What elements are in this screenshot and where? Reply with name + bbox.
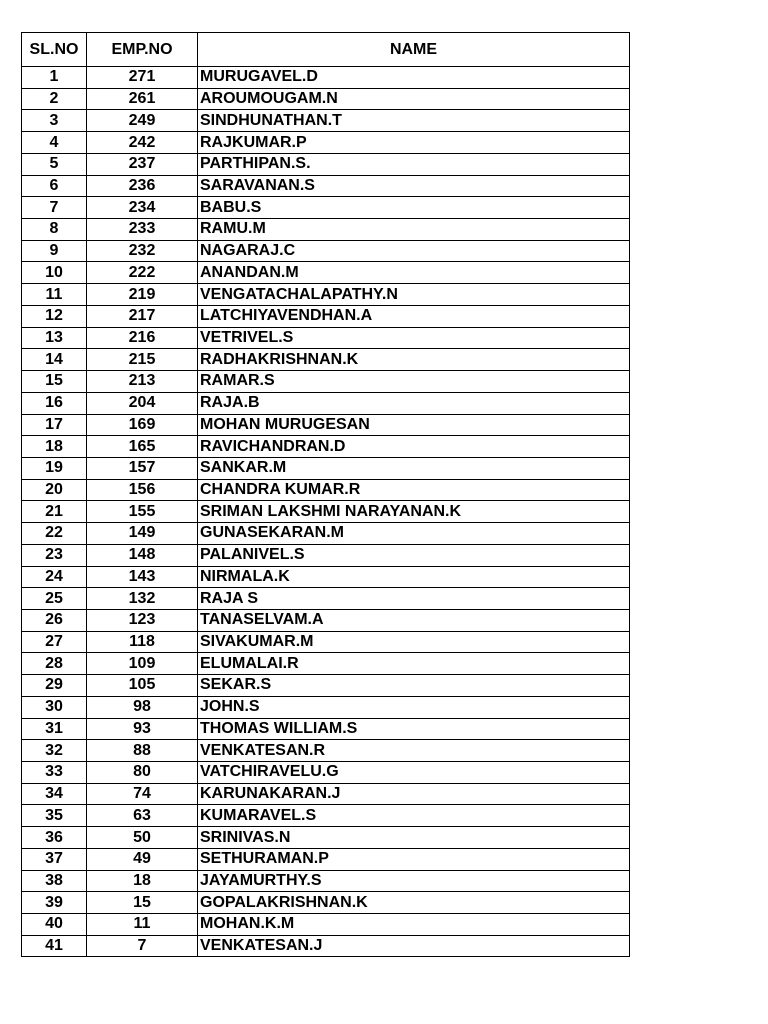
table-row: [22, 327, 630, 349]
name-cell: NIRMALA.K: [198, 566, 630, 588]
sl-no-cell: 25: [22, 588, 87, 610]
name-cell: KUMARAVEL.S: [198, 805, 630, 827]
table-row: [22, 783, 630, 805]
employee-table: [21, 32, 630, 957]
sl-no-cell: 3: [22, 110, 87, 132]
header-sl-no: SL.NO: [22, 33, 87, 67]
emp-no-cell: 148: [87, 544, 198, 566]
table-row: [22, 870, 630, 892]
sl-no-cell: 8: [22, 219, 87, 241]
name-cell: RAMU.M: [198, 219, 630, 241]
emp-no-cell: 249: [87, 110, 198, 132]
emp-no-cell: 213: [87, 371, 198, 393]
emp-no-cell: 93: [87, 718, 198, 740]
sl-no-cell: 37: [22, 848, 87, 870]
table-row: [22, 935, 630, 957]
table-row: [22, 631, 630, 653]
name-cell: KARUNAKARAN.J: [198, 783, 630, 805]
sl-no-cell: 28: [22, 653, 87, 675]
sl-no-cell: 1: [22, 67, 87, 89]
emp-no-cell: 222: [87, 262, 198, 284]
sl-no-cell: 32: [22, 740, 87, 762]
table-row: [22, 892, 630, 914]
sl-no-cell: 7: [22, 197, 87, 219]
name-cell: SRIMAN LAKSHMI NARAYANAN.K: [198, 501, 630, 523]
emp-no-cell: 156: [87, 479, 198, 501]
sl-no-cell: 18: [22, 436, 87, 458]
table-row: [22, 762, 630, 784]
name-cell: MOHAN.K.M: [198, 914, 630, 936]
emp-no-cell: 18: [87, 870, 198, 892]
name-cell: RAMAR.S: [198, 371, 630, 393]
name-cell: SEKAR.S: [198, 675, 630, 697]
sl-no-cell: 24: [22, 566, 87, 588]
emp-no-cell: 74: [87, 783, 198, 805]
table-row: [22, 588, 630, 610]
name-cell: SANKAR.M: [198, 457, 630, 479]
emp-no-cell: 219: [87, 284, 198, 306]
sl-no-cell: 17: [22, 414, 87, 436]
emp-no-cell: 233: [87, 219, 198, 241]
table-row: [22, 523, 630, 545]
emp-no-cell: 155: [87, 501, 198, 523]
table-row: [22, 827, 630, 849]
sl-no-cell: 4: [22, 132, 87, 154]
emp-no-cell: 157: [87, 457, 198, 479]
name-cell: PALANIVEL.S: [198, 544, 630, 566]
emp-no-cell: 98: [87, 696, 198, 718]
header-name: NAME: [198, 33, 630, 67]
name-cell: VATCHIRAVELU.G: [198, 762, 630, 784]
emp-no-cell: 118: [87, 631, 198, 653]
table-row: [22, 262, 630, 284]
name-cell: BABU.S: [198, 197, 630, 219]
name-cell: JOHN.S: [198, 696, 630, 718]
name-cell: RAJA S: [198, 588, 630, 610]
sl-no-cell: 2: [22, 88, 87, 110]
name-cell: ELUMALAI.R: [198, 653, 630, 675]
table-row: [22, 544, 630, 566]
sl-no-cell: 10: [22, 262, 87, 284]
name-cell: RADHAKRISHNAN.K: [198, 349, 630, 371]
sl-no-cell: 36: [22, 827, 87, 849]
emp-no-cell: 217: [87, 305, 198, 327]
table-row: [22, 349, 630, 371]
emp-no-cell: 143: [87, 566, 198, 588]
sl-no-cell: 9: [22, 240, 87, 262]
emp-no-cell: 236: [87, 175, 198, 197]
table-row: [22, 305, 630, 327]
name-cell: VENKATESAN.R: [198, 740, 630, 762]
table-row: [22, 88, 630, 110]
emp-no-cell: 15: [87, 892, 198, 914]
table-row: [22, 153, 630, 175]
name-cell: VETRIVEL.S: [198, 327, 630, 349]
sl-no-cell: 27: [22, 631, 87, 653]
table-row: [22, 675, 630, 697]
emp-no-cell: 165: [87, 436, 198, 458]
sl-no-cell: 29: [22, 675, 87, 697]
sl-no-cell: 31: [22, 718, 87, 740]
emp-no-cell: 215: [87, 349, 198, 371]
emp-no-cell: 242: [87, 132, 198, 154]
name-cell: RAJKUMAR.P: [198, 132, 630, 154]
table-row: [22, 479, 630, 501]
sl-no-cell: 40: [22, 914, 87, 936]
table-row: [22, 392, 630, 414]
sl-no-cell: 33: [22, 762, 87, 784]
table-row: [22, 132, 630, 154]
sl-no-cell: 14: [22, 349, 87, 371]
sl-no-cell: 41: [22, 935, 87, 957]
name-cell: VENGATACHALAPATHY.N: [198, 284, 630, 306]
sl-no-cell: 26: [22, 609, 87, 631]
emp-no-cell: 11: [87, 914, 198, 936]
emp-no-cell: 88: [87, 740, 198, 762]
table-row: [22, 914, 630, 936]
emp-no-cell: 49: [87, 848, 198, 870]
header-row: [22, 33, 630, 67]
emp-no-cell: 63: [87, 805, 198, 827]
name-cell: ANANDAN.M: [198, 262, 630, 284]
table-row: [22, 848, 630, 870]
table-row: [22, 740, 630, 762]
name-cell: MURUGAVEL.D: [198, 67, 630, 89]
sl-no-cell: 6: [22, 175, 87, 197]
emp-no-cell: 216: [87, 327, 198, 349]
emp-no-cell: 50: [87, 827, 198, 849]
emp-no-cell: 7: [87, 935, 198, 957]
table-row: [22, 653, 630, 675]
table-row: [22, 371, 630, 393]
sl-no-cell: 20: [22, 479, 87, 501]
table-row: [22, 219, 630, 241]
table-row: [22, 240, 630, 262]
sl-no-cell: 34: [22, 783, 87, 805]
table-row: [22, 436, 630, 458]
name-cell: CHANDRA KUMAR.R: [198, 479, 630, 501]
emp-no-cell: 123: [87, 609, 198, 631]
name-cell: TANASELVAM.A: [198, 609, 630, 631]
sl-no-cell: 23: [22, 544, 87, 566]
sl-no-cell: 22: [22, 523, 87, 545]
name-cell: SIVAKUMAR.M: [198, 631, 630, 653]
table-row: [22, 696, 630, 718]
table-row: [22, 501, 630, 523]
sl-no-cell: 11: [22, 284, 87, 306]
sl-no-cell: 13: [22, 327, 87, 349]
sl-no-cell: 38: [22, 870, 87, 892]
name-cell: PARTHIPAN.S.: [198, 153, 630, 175]
table-row: [22, 457, 630, 479]
table-row: [22, 67, 630, 89]
sl-no-cell: 19: [22, 457, 87, 479]
emp-no-cell: 109: [87, 653, 198, 675]
emp-no-cell: 105: [87, 675, 198, 697]
emp-no-cell: 80: [87, 762, 198, 784]
header-emp-no: EMP.NO: [87, 33, 198, 67]
table-row: [22, 414, 630, 436]
name-cell: GOPALAKRISHNAN.K: [198, 892, 630, 914]
emp-no-cell: 149: [87, 523, 198, 545]
sl-no-cell: 16: [22, 392, 87, 414]
name-cell: RAJA.B: [198, 392, 630, 414]
sl-no-cell: 30: [22, 696, 87, 718]
name-cell: GUNASEKARAN.M: [198, 523, 630, 545]
name-cell: JAYAMURTHY.S: [198, 870, 630, 892]
table-row: [22, 609, 630, 631]
name-cell: AROUMOUGAM.N: [198, 88, 630, 110]
name-cell: SINDHUNATHAN.T: [198, 110, 630, 132]
emp-no-cell: 169: [87, 414, 198, 436]
emp-no-cell: 271: [87, 67, 198, 89]
emp-no-cell: 234: [87, 197, 198, 219]
emp-no-cell: 204: [87, 392, 198, 414]
name-cell: LATCHIYAVENDHAN.A: [198, 305, 630, 327]
name-cell: VENKATESAN.J: [198, 935, 630, 957]
name-cell: MOHAN MURUGESAN: [198, 414, 630, 436]
sl-no-cell: 12: [22, 305, 87, 327]
table-row: [22, 197, 630, 219]
table-row: [22, 110, 630, 132]
emp-no-cell: 132: [87, 588, 198, 610]
sl-no-cell: 39: [22, 892, 87, 914]
table-row: [22, 175, 630, 197]
name-cell: THOMAS WILLIAM.S: [198, 718, 630, 740]
table-row: [22, 566, 630, 588]
table-row: [22, 284, 630, 306]
name-cell: NAGARAJ.C: [198, 240, 630, 262]
sl-no-cell: 35: [22, 805, 87, 827]
emp-no-cell: 237: [87, 153, 198, 175]
table-row: [22, 805, 630, 827]
sl-no-cell: 21: [22, 501, 87, 523]
name-cell: SETHURAMAN.P: [198, 848, 630, 870]
name-cell: RAVICHANDRAN.D: [198, 436, 630, 458]
sl-no-cell: 15: [22, 371, 87, 393]
name-cell: SARAVANAN.S: [198, 175, 630, 197]
emp-no-cell: 232: [87, 240, 198, 262]
table-row: [22, 718, 630, 740]
name-cell: SRINIVAS.N: [198, 827, 630, 849]
sl-no-cell: 5: [22, 153, 87, 175]
emp-no-cell: 261: [87, 88, 198, 110]
